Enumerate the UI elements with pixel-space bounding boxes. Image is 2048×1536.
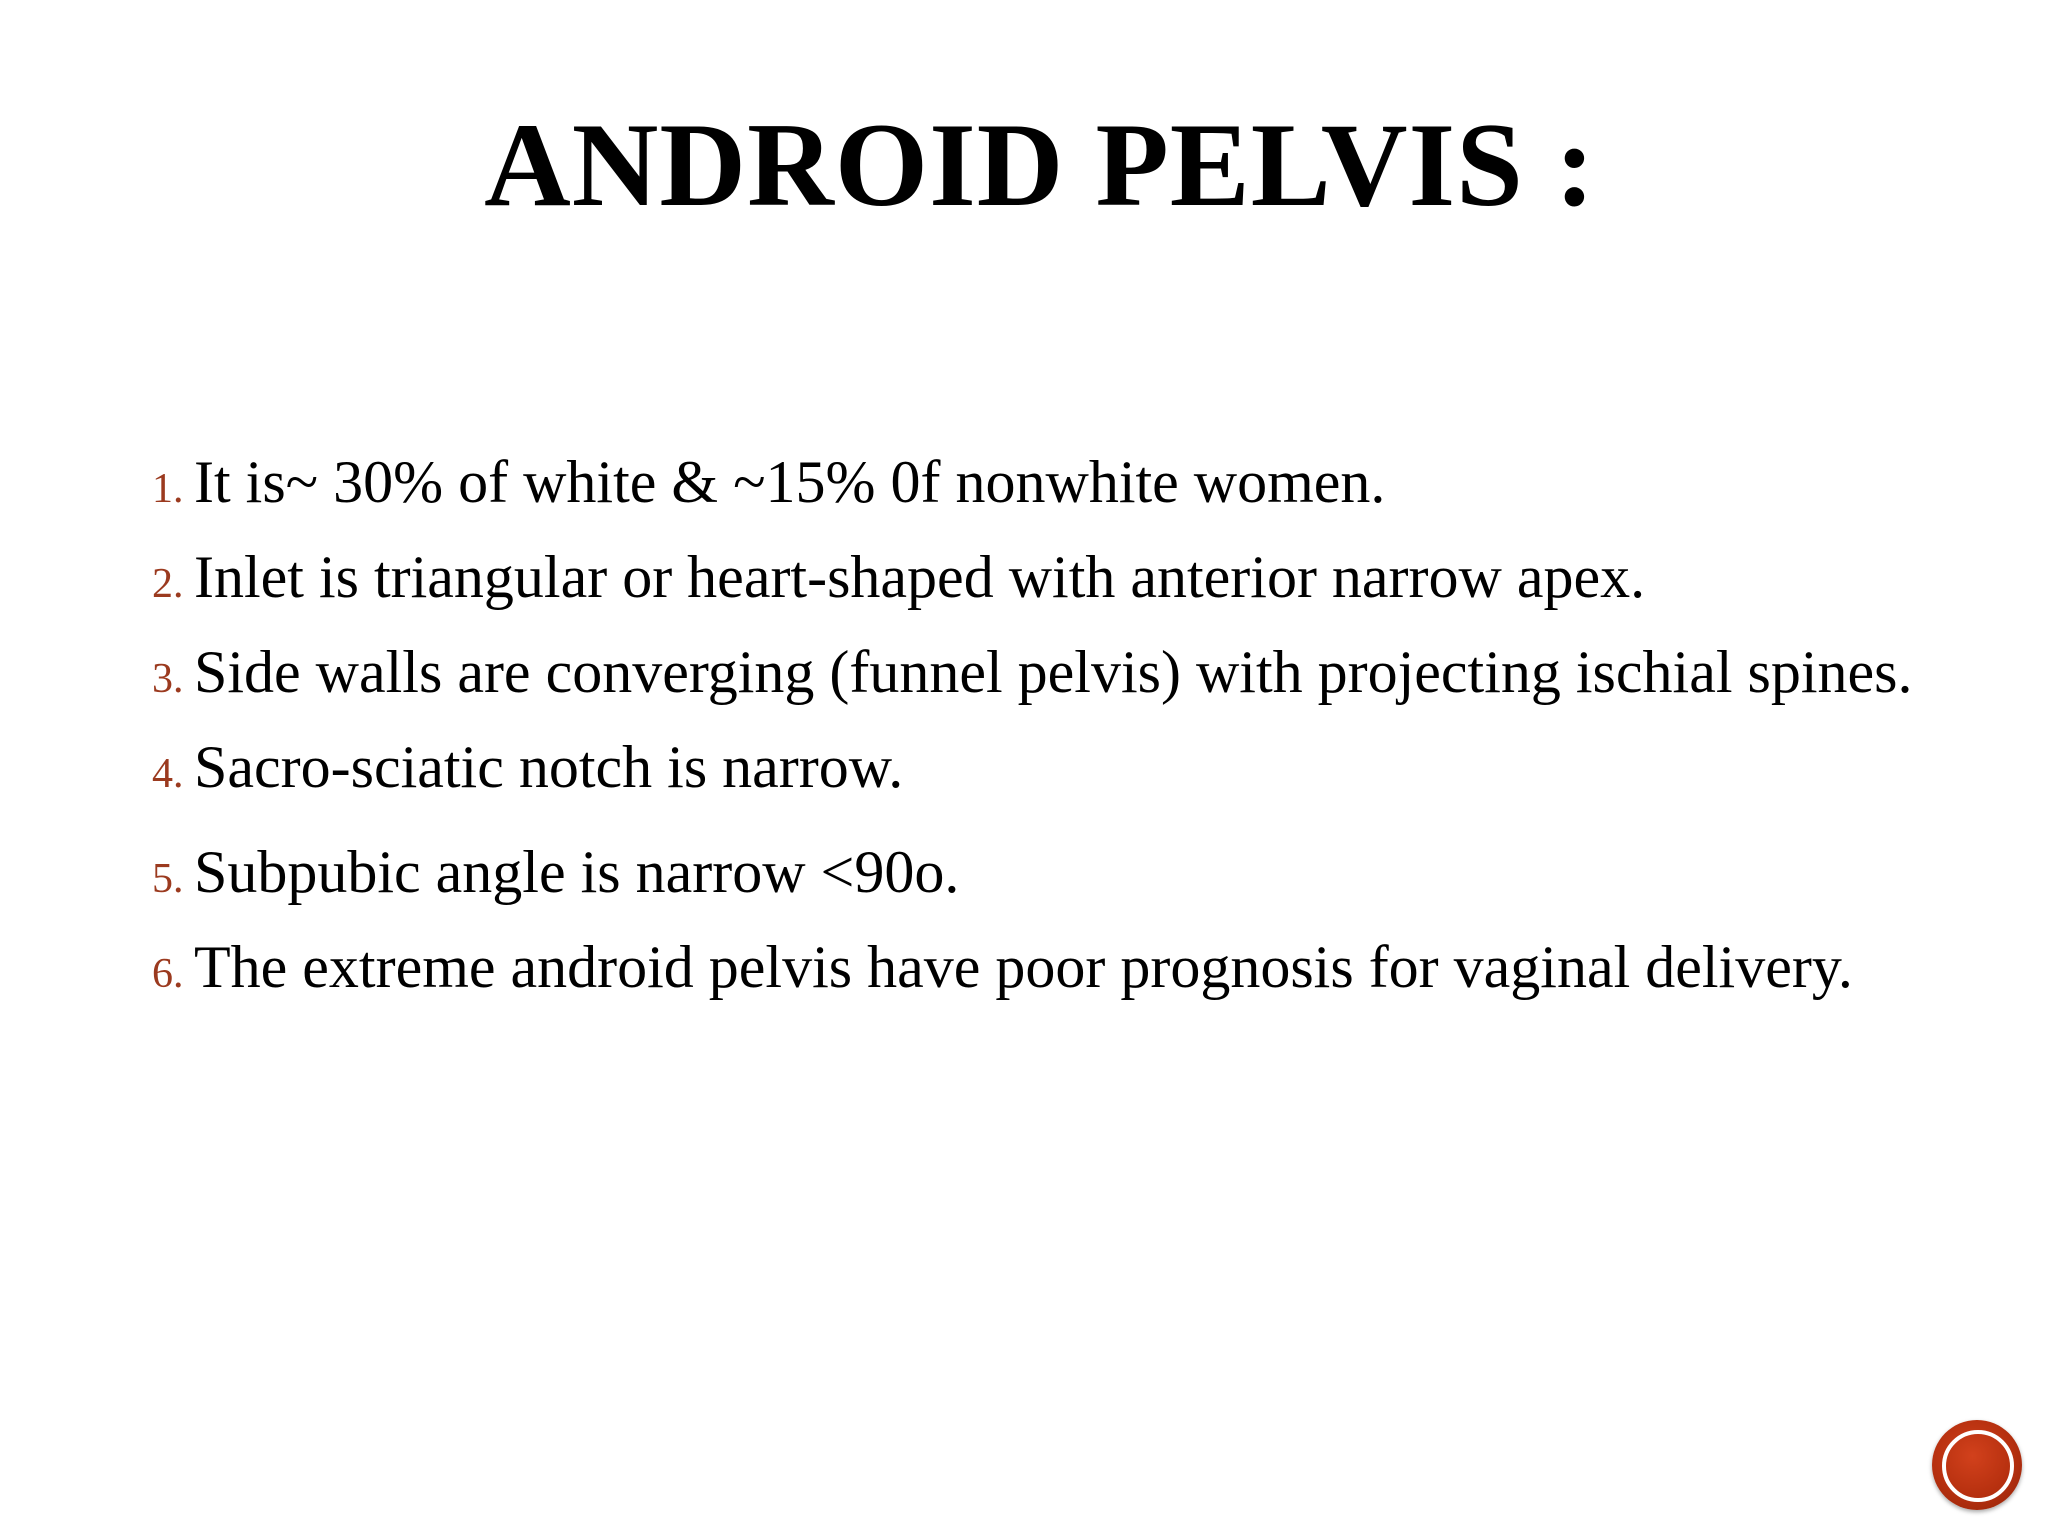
list-item-number: 1. [152, 466, 184, 512]
list-item-text: Sacro-sciatic notch is narrow. [194, 734, 904, 800]
list-item [152, 638, 1972, 713]
list-item-text: Inlet is triangular or heart-shaped with anterior narrow apex. [194, 544, 1646, 610]
circle-button-icon[interactable] [1932, 1420, 2022, 1510]
slide-title: ANDROID PELVIS : [484, 98, 1596, 231]
list-item-text: Subpubic angle is narrow <90o. [194, 839, 960, 905]
list-item [152, 838, 1972, 913]
list-item-text: Side walls are converging (funnel pelvis) with projecting ischial spines. [194, 639, 1913, 705]
list-item [152, 733, 1972, 808]
button-ring [1942, 1430, 2014, 1502]
list-item [152, 448, 1972, 523]
list-item-number: 3. [152, 656, 184, 702]
list-item-number: 5. [152, 856, 184, 902]
list-item-number: 6. [152, 951, 184, 997]
list-item-number: 2. [152, 561, 184, 607]
list-item-text: It is~ 30% of white & ~15% 0f nonwhite women. [194, 449, 1386, 515]
list-item-number: 4. [152, 751, 184, 797]
numbered-list [152, 448, 1972, 1008]
list-item [152, 543, 1972, 618]
list-item-text: The extreme android pelvis have poor prognosis for vaginal delivery. [194, 934, 1853, 1000]
list-item [152, 933, 1972, 1008]
